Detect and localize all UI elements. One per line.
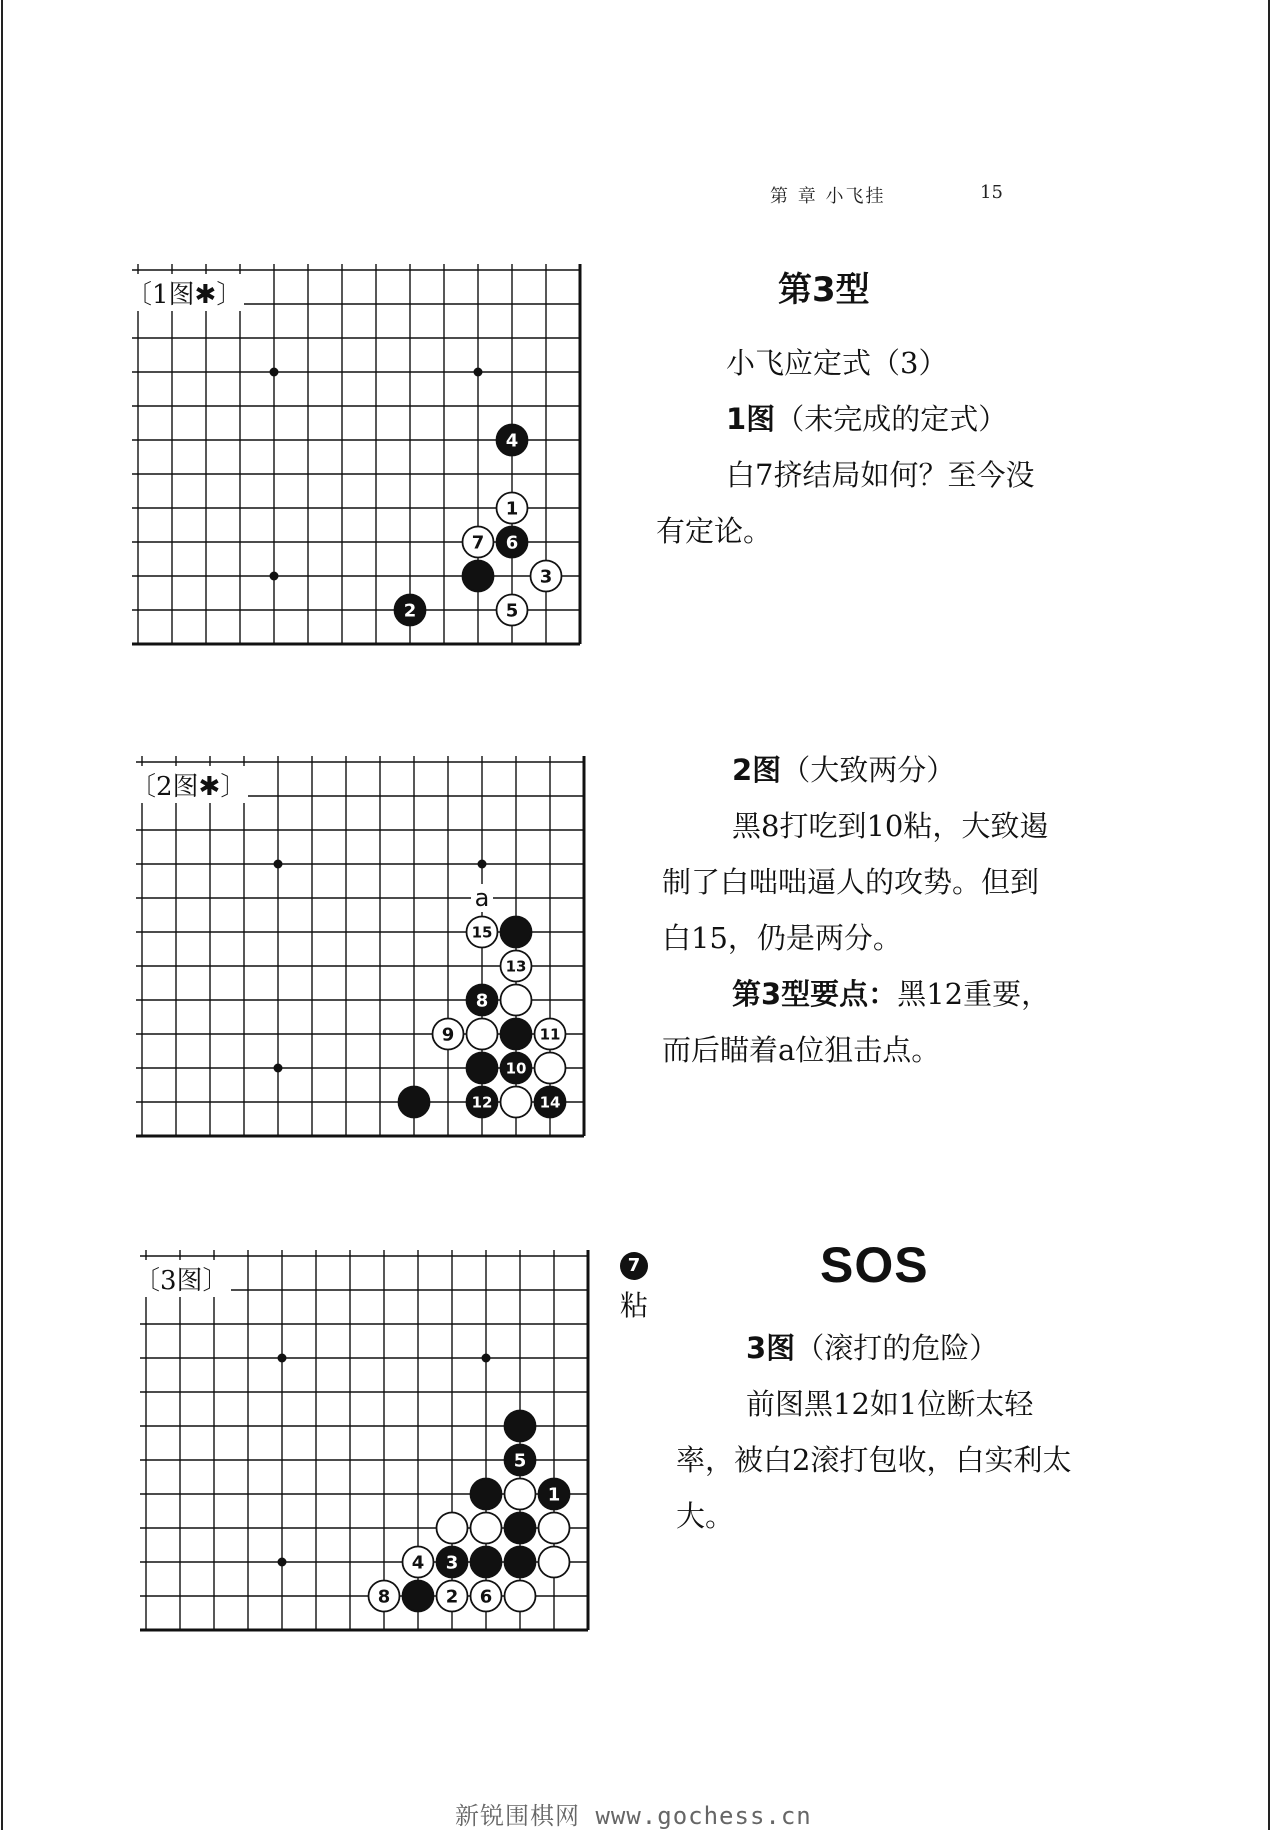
white-stone	[471, 1513, 502, 1544]
stone-move-number: 1	[547, 1484, 561, 1506]
white-stone	[467, 1019, 498, 1050]
stone-move-number: 9	[441, 1024, 455, 1046]
scan-border-left	[1, 0, 3, 1830]
section-1-text	[656, 335, 1060, 559]
go-diagram-1	[126, 262, 610, 682]
stone-move-number: 8	[475, 990, 489, 1012]
white-stone	[539, 1547, 570, 1578]
star-point	[482, 1354, 491, 1363]
white-stone	[501, 985, 532, 1016]
stone-move-number: 3	[539, 566, 553, 588]
stone-move-number: 4	[411, 1552, 425, 1574]
black-stone	[501, 1019, 532, 1050]
line-6: 第3型要点：黑12重要，而后瞄着a位狙击点。	[662, 977, 1051, 1067]
star-point	[278, 1558, 287, 1567]
line-3: 白7挤结局如何？至今没有定论。	[656, 458, 1035, 548]
section-2-text	[662, 742, 1062, 1078]
stone-move-number: 10	[505, 1059, 527, 1078]
star-point	[270, 368, 279, 377]
page-number: 15	[980, 182, 1003, 203]
stone-move-number: 7	[471, 532, 485, 554]
scan-border-right	[1268, 0, 1270, 1830]
black-stone	[471, 1479, 502, 1510]
stone-move-number: 5	[513, 1450, 527, 1472]
stone-move-number: 11	[539, 1025, 561, 1044]
black-stone	[471, 1547, 502, 1578]
white-stone	[505, 1581, 536, 1612]
black-stone	[505, 1411, 536, 1442]
star-point	[278, 1354, 287, 1363]
line-8: 前图黑12如1位断太轻率，被白2滚打包收，白实利太大。	[676, 1387, 1072, 1533]
line-4: 2图（大致两分）	[732, 753, 956, 787]
stone-move-number: 8	[377, 1586, 391, 1608]
black-stone	[505, 1547, 536, 1578]
star-point	[270, 572, 279, 581]
stone-move-number: 6	[505, 532, 519, 554]
stone-move-number: 5	[505, 600, 519, 622]
star-point	[274, 860, 283, 869]
stone-move-number: 2	[403, 600, 417, 622]
black-stone	[403, 1581, 434, 1612]
star-point	[474, 368, 483, 377]
black-stone	[467, 1053, 498, 1084]
stone-move-number: 12	[471, 1093, 493, 1112]
black-stone	[505, 1513, 536, 1544]
board-label-2: 〔2图✱〕	[128, 766, 248, 803]
stone-number-7: 7	[620, 1252, 648, 1280]
white-stone	[437, 1513, 468, 1544]
go-diagram-2	[130, 754, 614, 1174]
heading-sos: SOS	[820, 1237, 929, 1293]
white-stone	[501, 1087, 532, 1118]
line-5: 黑8打吃到10粘，大致遏制了白咄咄逼人的攻势。但到白15，仍是两分。	[662, 809, 1049, 955]
black-stone	[463, 561, 494, 592]
running-head: 第 章 小飞挂	[770, 186, 886, 207]
stone-move-number: 2	[445, 1586, 459, 1608]
stone-move-number: 13	[505, 957, 527, 976]
footer-watermark: 新锐围棋网 www.gochess.cn	[455, 1802, 812, 1830]
white-stone	[505, 1479, 536, 1510]
white-stone	[535, 1053, 566, 1084]
heading-type-3: 第3型	[778, 270, 870, 310]
black-stone	[501, 917, 532, 948]
stone-move-number: 3	[445, 1552, 459, 1574]
line-1: 小飞应定式（3）	[726, 346, 948, 380]
stone-move-number: 1	[505, 498, 519, 520]
star-point	[274, 1064, 283, 1073]
side-note	[614, 1252, 654, 1324]
side-note-label: 粘	[619, 1289, 648, 1322]
stone-move-number: 4	[505, 430, 519, 452]
line-2: 1图（未完成的定式）	[726, 402, 1008, 436]
stone-move-number: 14	[539, 1093, 561, 1112]
board-label-3: 〔3图〕	[132, 1260, 231, 1297]
white-stone	[539, 1513, 570, 1544]
stone-move-number: 6	[479, 1586, 493, 1608]
stone-move-number: 15	[471, 923, 493, 942]
go-diagram-3	[134, 1248, 618, 1668]
star-point	[478, 860, 487, 869]
board-label-1: 〔1图✱〕	[124, 274, 244, 311]
black-stone	[399, 1087, 430, 1118]
section-3-text	[676, 1320, 1076, 1544]
line-7: 3图（滚打的危险）	[746, 1331, 999, 1365]
board-mark-label: a	[474, 884, 490, 912]
